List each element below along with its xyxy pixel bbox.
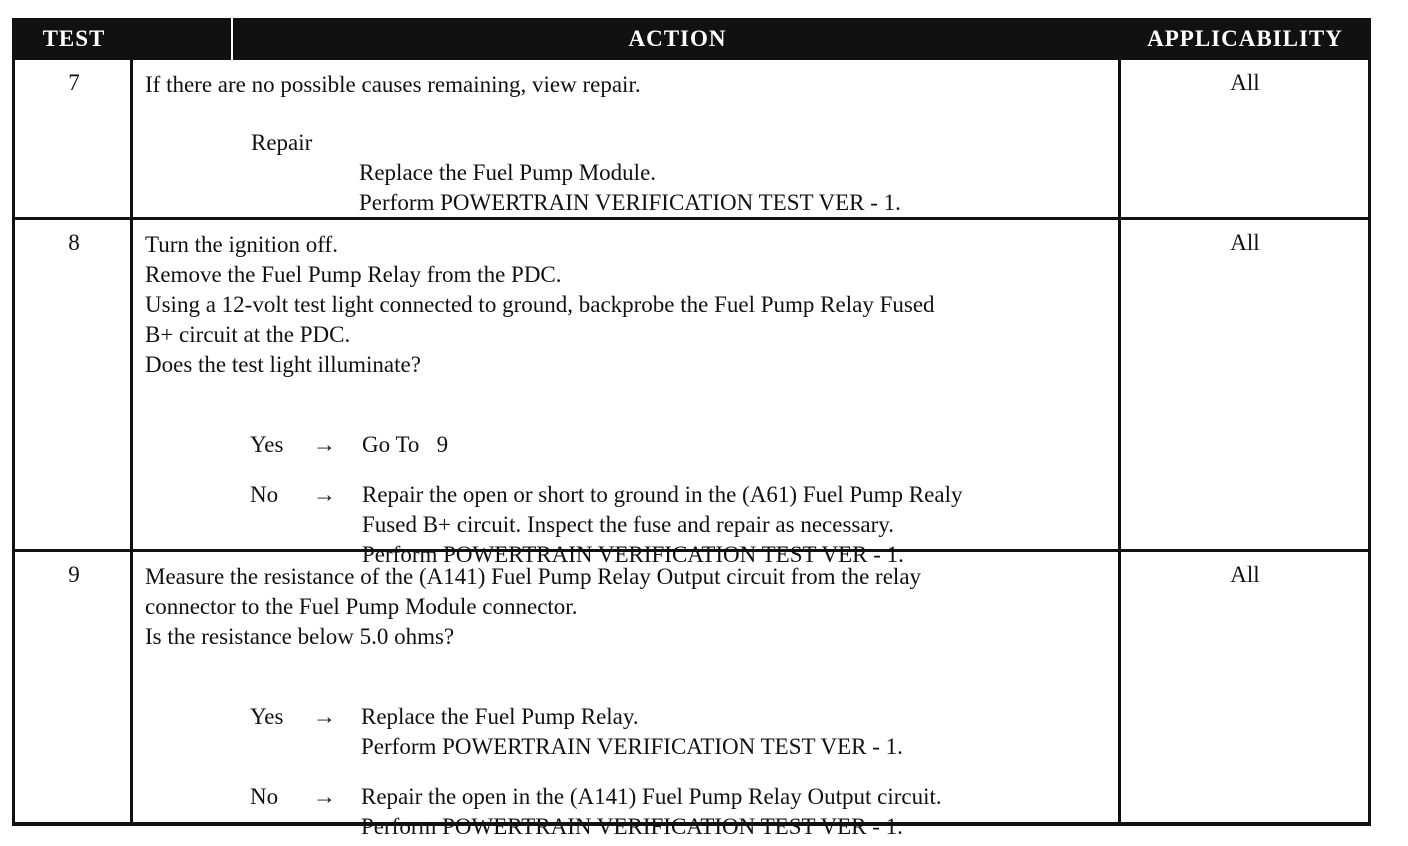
action-line: If there are no possible causes remaining, view repair.	[145, 72, 641, 97]
header-test: TEST	[42, 26, 106, 51]
table-row	[15, 552, 1368, 839]
arrow-icon: →	[313, 482, 336, 507]
table-row	[15, 220, 1368, 567]
yes-result: Go To 9	[362, 432, 449, 457]
action-line: B+ circuit at the PDC.	[145, 322, 351, 347]
table-row	[15, 60, 1368, 217]
test-number: 8	[68, 230, 80, 255]
no-result: Repair the open in the (A141) Fuel Pump Relay Output circuit.	[361, 784, 942, 809]
no-result: Repair the open or short to ground in the (A61) Fuel Pump Realy	[362, 482, 963, 507]
yes-result: Replace the Fuel Pump Relay.	[361, 704, 639, 729]
action-cell	[145, 230, 1120, 567]
repair-step: Replace the Fuel Pump Module.	[359, 160, 657, 185]
action-line: Does the test light illuminate?	[145, 352, 421, 377]
header-action: ACTION	[628, 26, 727, 51]
diagnostic-table	[12, 18, 1371, 839]
repair-step: Perform POWERTRAIN VERIFICATION TEST VER - 1.	[359, 190, 901, 215]
header-applicability: APPLICABILITY	[1147, 26, 1343, 51]
test-number: 7	[68, 70, 80, 95]
action-line: connector to the Fuel Pump Module connector.	[145, 594, 578, 619]
test-number: 9	[68, 562, 80, 587]
action-cell	[145, 70, 1120, 217]
action-line: Turn the ignition off.	[145, 232, 338, 257]
yes-label: Yes	[250, 432, 284, 457]
action-line: Measure the resistance of the (A141) Fuel Pump Relay Output circuit from the relay	[145, 564, 922, 589]
action-line: Using a 12-volt test light connected to ground, backprobe the Fuel Pump Relay Fused	[145, 292, 935, 317]
arrow-icon: →	[313, 432, 336, 457]
arrow-icon: →	[313, 704, 336, 729]
yes-label: Yes	[250, 704, 284, 729]
no-result: Perform POWERTRAIN VERIFICATION TEST VER - 1.	[362, 542, 904, 567]
repair-label: Repair	[251, 130, 313, 155]
action-cell	[145, 562, 1120, 839]
arrow-icon: →	[313, 784, 336, 809]
applicability-value: All	[1230, 70, 1260, 95]
action-line: Remove the Fuel Pump Relay from the PDC.	[145, 262, 562, 287]
applicability-value: All	[1230, 230, 1260, 255]
no-result: Fused B+ circuit. Inspect the fuse and repair as necessary.	[362, 512, 894, 537]
table-header	[15, 18, 1368, 60]
action-line: Is the resistance below 5.0 ohms?	[145, 624, 455, 649]
applicability-value: All	[1230, 562, 1260, 587]
no-label: No	[250, 784, 279, 809]
yes-result: Perform POWERTRAIN VERIFICATION TEST VER - 1.	[361, 734, 903, 759]
no-label: No	[250, 482, 279, 507]
no-result: Perform POWERTRAIN VERIFICATION TEST VER - 1.	[361, 814, 903, 839]
